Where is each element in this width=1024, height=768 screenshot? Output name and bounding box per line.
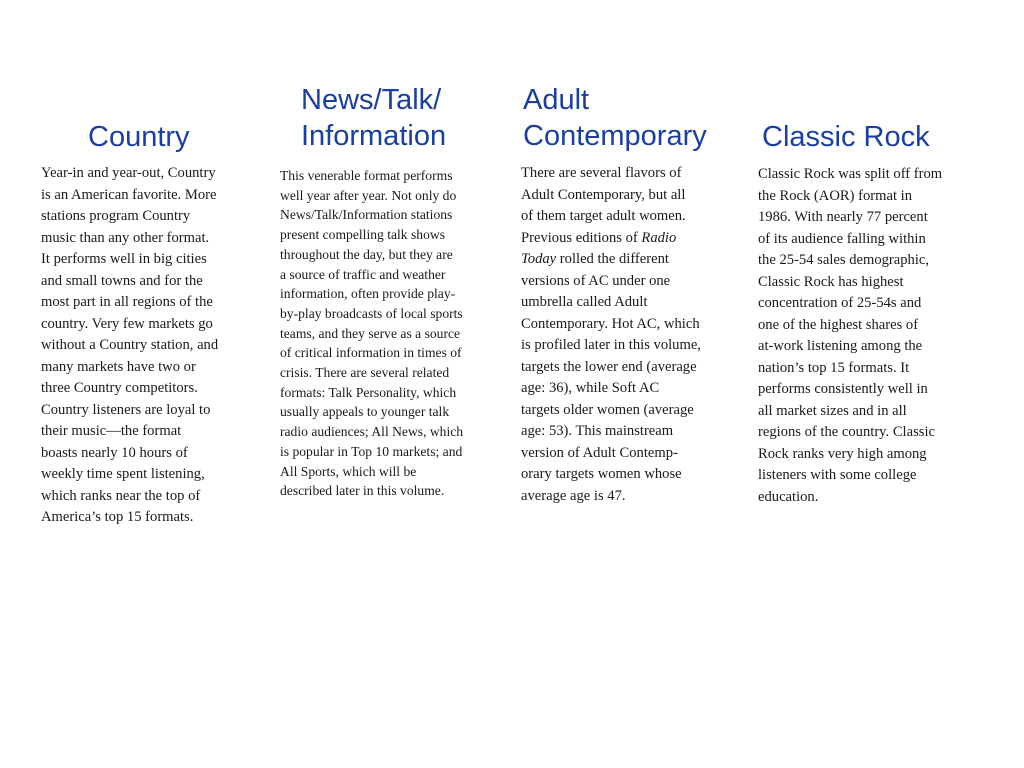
text-line: Adult Contemporary, but all — [521, 186, 686, 203]
text-line: orary targets women whose — [521, 466, 682, 482]
text-line: their music—the format — [41, 423, 182, 439]
text-line: Contemporary. Hot AC, which — [521, 315, 700, 332]
text-line: Year-in and year-out, Country — [41, 165, 216, 181]
heading-line: Contemporary — [523, 120, 707, 152]
text-fragment: rolled the different — [556, 251, 669, 267]
text-line: many markets have two or — [41, 358, 196, 375]
text-line: the Rock (AOR) format in — [758, 187, 913, 204]
text-line: is an American favorite. More — [41, 186, 217, 203]
text-line: and small towns and for the — [41, 272, 203, 289]
text-line: concentration of 25-54s and — [758, 295, 922, 311]
text-line: age: 53). This mainstream — [521, 423, 674, 439]
classic-rock-heading: Classic Rock — [762, 121, 930, 153]
text-line: of its audience falling within — [758, 230, 926, 247]
text-line: formats: Talk Personality, which — [280, 384, 457, 400]
text-line: the 25-54 sales demographic, — [758, 252, 930, 268]
text-line: teams, and they serve as a source — [280, 325, 461, 341]
news-talk-heading — [301, 82, 446, 154]
text-line: radio audiences; All News, which — [280, 424, 464, 440]
text-line: information, often provide play- — [280, 286, 456, 302]
publication-title: Radio — [641, 229, 677, 246]
text-line: versions of AC under one — [521, 272, 671, 289]
text-line: one of the highest shares of — [758, 316, 919, 333]
text-line: country. Very few markets go — [41, 315, 213, 332]
heading-line: Adult — [523, 84, 590, 116]
text-line: of critical information in times of — [280, 345, 462, 361]
text-line: News/Talk/Information stations — [280, 207, 453, 223]
text-line: usually appeals to younger talk — [280, 404, 450, 420]
text-line: crisis. There are several related — [280, 365, 450, 381]
text-line: described later in this volume. — [280, 483, 445, 499]
text-line — [521, 228, 701, 250]
text-line — [521, 249, 701, 271]
publication-title: Today — [521, 251, 557, 267]
text-line: Rock ranks very high among — [758, 445, 927, 462]
text-line: all market sizes and in all — [758, 402, 907, 419]
adult-contemporary-heading — [523, 82, 707, 154]
text-line: Country listeners are loyal to — [41, 401, 211, 418]
text-line: listeners with some college — [758, 467, 917, 483]
news-talk-text — [280, 166, 463, 501]
heading-line: Information — [301, 120, 447, 152]
text-line: most part in all regions of the — [41, 294, 213, 310]
adult-contemporary-text — [521, 163, 701, 507]
text-line: three Country competitors. — [41, 380, 198, 396]
text-line: education. — [758, 488, 819, 505]
text-line: present compelling talk shows — [280, 227, 445, 243]
text-line: Classic Rock has highest — [758, 273, 904, 290]
text-line: boasts nearly 10 hours of — [41, 444, 188, 461]
heading-line: News/Talk/ — [301, 84, 442, 116]
text-line: regions of the country. Classic — [758, 424, 935, 440]
text-line: at-work listening among the — [758, 338, 923, 354]
text-line: is profiled later in this volume, — [521, 337, 701, 353]
text-line: which ranks near the top of — [41, 487, 201, 504]
classic-rock-text — [758, 164, 942, 508]
text-line: targets older women (average — [521, 401, 694, 418]
text-line: Classic Rock was split off from — [758, 166, 943, 182]
text-line: targets the lower end (average — [521, 358, 697, 375]
text-line: average age is 47. — [521, 487, 626, 504]
text-line: music than any other format. — [41, 229, 210, 246]
text-line: well year after year. Not only do — [280, 187, 457, 203]
text-line: stations program Country — [41, 208, 191, 224]
text-line: a source of traffic and weather — [280, 266, 446, 282]
text-line: age: 36), while Soft AC — [521, 380, 660, 396]
country-text — [41, 163, 218, 529]
text-fragment: Previous editions of — [521, 229, 642, 246]
text-line: version of Adult Contemp- — [521, 444, 678, 461]
text-line: nation’s top 15 formats. It — [758, 359, 910, 376]
text-line: of them target adult women. — [521, 208, 686, 224]
text-line: All Sports, which will be — [280, 463, 417, 479]
text-line: is popular in Top 10 markets; and — [280, 443, 463, 459]
text-line: weekly time spent listening, — [41, 466, 205, 482]
country-heading: Country — [88, 121, 190, 153]
text-line: America’s top 15 formats. — [41, 509, 194, 525]
text-line: This venerable format performs — [280, 168, 453, 183]
text-line: without a Country station, and — [41, 337, 219, 353]
text-line: throughout the day, but they are — [280, 246, 453, 262]
text-line: umbrella called Adult — [521, 294, 648, 310]
text-line: by-play broadcasts of local sports — [280, 305, 463, 321]
text-line: performs consistently well in — [758, 381, 928, 397]
text-line: 1986. With nearly 77 percent — [758, 209, 928, 225]
text-line: There are several flavors of — [521, 165, 682, 181]
text-line: It performs well in big cities — [41, 251, 207, 267]
